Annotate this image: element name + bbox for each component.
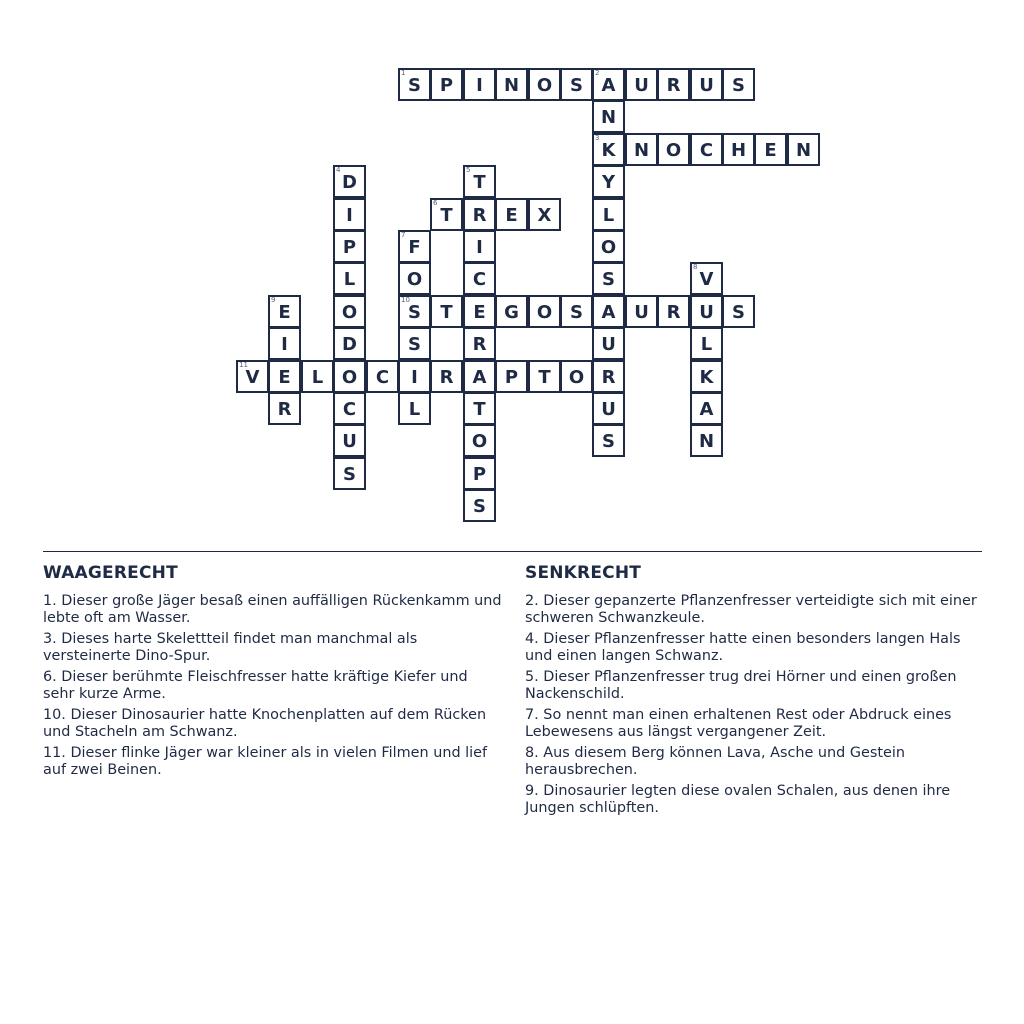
cell-letter: I — [281, 334, 288, 355]
grid-cell[interactable] — [592, 198, 625, 231]
cell-letter: I — [346, 205, 353, 226]
cell-letter: U — [634, 75, 649, 96]
grid-cell[interactable] — [528, 68, 561, 101]
grid-cell[interactable] — [722, 133, 755, 166]
cell-letter: O — [600, 237, 617, 258]
grid-cell[interactable] — [657, 68, 690, 101]
clue-number: 11 — [239, 361, 248, 369]
cell-letter: C — [699, 140, 714, 161]
grid-cell[interactable] — [333, 165, 366, 198]
grid-cell[interactable] — [592, 68, 625, 101]
cell-letter: O — [406, 269, 423, 290]
cell-letter: G — [504, 302, 519, 323]
cell-letter: S — [602, 269, 615, 290]
grid-cell[interactable] — [657, 133, 690, 166]
grid-cell[interactable] — [592, 392, 625, 425]
grid-cell[interactable] — [690, 424, 723, 457]
across-clue: 10. Dieser Dinosaurier hatte Knochenplatten auf dem Rücken und Stacheln am Schwanz. — [43, 707, 487, 740]
grid-cell[interactable] — [268, 327, 301, 360]
grid-cell[interactable] — [301, 360, 334, 393]
cell-letter: E — [278, 367, 291, 388]
cell-letter: V — [245, 367, 260, 388]
cell-letter: S — [408, 302, 421, 323]
cell-letter: N — [795, 140, 812, 161]
cell-letter: U — [699, 75, 714, 96]
grid-cell[interactable] — [592, 295, 625, 328]
across-clue: 6. Dieser berühmte Fleischfresser hatte kräftige Kiefer und sehr kurze Arme. — [43, 669, 468, 702]
grid-cell[interactable] — [463, 68, 496, 101]
grid-cell[interactable] — [333, 295, 366, 328]
cell-letter: R — [472, 334, 487, 355]
cell-letter: Y — [601, 172, 616, 193]
cell-letter: A — [699, 399, 714, 420]
cell-letter: U — [699, 302, 714, 323]
clue-number: 10 — [401, 296, 410, 304]
cell-letter: N — [503, 75, 520, 96]
cell-letter: N — [600, 107, 617, 128]
grid-cell[interactable] — [690, 295, 723, 328]
grid-cell[interactable] — [592, 100, 625, 133]
clue-number: 8 — [693, 263, 698, 271]
across-clue: 1. Dieser große Jäger besaß einen auffälligen Rückenkamm und lebte oft am Wasser. — [43, 593, 502, 626]
grid-cell[interactable] — [463, 360, 496, 393]
grid-cell[interactable] — [592, 424, 625, 457]
grid-cell[interactable] — [690, 327, 723, 360]
grid-cell[interactable] — [657, 295, 690, 328]
grid-cell[interactable] — [560, 68, 593, 101]
grid-cell[interactable] — [333, 230, 366, 263]
down-clue: 5. Dieser Pflanzenfresser trug drei Hörner und einen großen Nackenschild. — [525, 669, 957, 702]
across-clue: 11. Dieser flinke Jäger war kleiner als in vielen Filmen und lief auf zwei Beinen. — [43, 745, 488, 778]
cell-letter: T — [440, 205, 453, 226]
cell-letter: S — [408, 75, 421, 96]
across-heading: WAAGERECHT — [43, 563, 178, 583]
grid-cell[interactable] — [528, 295, 561, 328]
grid-cell[interactable] — [268, 392, 301, 425]
cell-letter: O — [665, 140, 682, 161]
grid-cell[interactable] — [236, 360, 269, 393]
grid-cell[interactable] — [463, 457, 496, 490]
cell-letter: D — [342, 334, 357, 355]
cell-letter: C — [375, 367, 390, 388]
cell-letter: P — [342, 237, 357, 258]
cell-letter: S — [343, 464, 356, 485]
clue-number: 6 — [433, 199, 438, 207]
grid-cell[interactable] — [592, 165, 625, 198]
clue-number: 5 — [466, 166, 471, 174]
divider — [43, 551, 982, 552]
cell-letter: U — [601, 399, 616, 420]
cell-letter: L — [408, 399, 421, 420]
grid-cell[interactable] — [495, 198, 528, 231]
cell-letter: K — [601, 140, 616, 161]
cell-letter: L — [311, 367, 324, 388]
cell-letter: S — [408, 334, 421, 355]
grid-cell[interactable] — [690, 392, 723, 425]
cell-letter: L — [700, 334, 713, 355]
down-clues — [525, 563, 985, 821]
cell-letter: F — [408, 237, 421, 258]
grid-cell[interactable] — [787, 133, 820, 166]
cell-letter: O — [341, 367, 358, 388]
grid-cell[interactable] — [333, 424, 366, 457]
cell-letter: R — [666, 302, 681, 323]
grid-cell[interactable] — [268, 295, 301, 328]
grid-cell[interactable] — [495, 360, 528, 393]
grid-cell[interactable] — [592, 230, 625, 263]
cell-letter: U — [342, 431, 357, 452]
cell-letter: R — [439, 367, 454, 388]
grid-cell[interactable] — [722, 68, 755, 101]
cell-letter: O — [471, 431, 488, 452]
clue-number: 1 — [401, 69, 406, 77]
cell-letter: L — [602, 205, 615, 226]
grid-cell[interactable] — [463, 327, 496, 360]
cell-letter: S — [732, 302, 745, 323]
grid-cell[interactable] — [560, 360, 593, 393]
down-clue: 4. Dieser Pflanzenfresser hatte einen besonders langen Hals und einen langen Schwanz. — [525, 631, 961, 664]
cell-letter: L — [343, 269, 356, 290]
cell-letter: C — [472, 269, 487, 290]
cell-letter: I — [476, 237, 483, 258]
cell-letter: V — [699, 269, 714, 290]
cell-letter: T — [473, 399, 486, 420]
grid-cell[interactable] — [398, 295, 431, 328]
cell-letter: O — [568, 367, 585, 388]
down-heading: SENKRECHT — [525, 563, 642, 583]
grid-cell[interactable] — [463, 295, 496, 328]
grid-cell[interactable] — [463, 489, 496, 522]
grid-cell[interactable] — [560, 295, 593, 328]
cell-letter: D — [342, 172, 357, 193]
across-clues — [43, 563, 503, 783]
grid-cell[interactable] — [333, 360, 366, 393]
cell-letter: U — [601, 334, 616, 355]
cell-letter: S — [602, 431, 615, 452]
down-clue: 7. So nennt man einen erhaltenen Rest oder Abdruck eines Lebewesens aus längst vergangener Zeit. — [525, 707, 952, 740]
grid-cell[interactable] — [430, 68, 463, 101]
grid-cell[interactable] — [463, 262, 496, 295]
clue-number: 2 — [595, 69, 600, 77]
grid-cell[interactable] — [430, 360, 463, 393]
cell-letter: R — [666, 75, 681, 96]
grid-cell[interactable] — [625, 133, 658, 166]
grid-cell[interactable] — [690, 360, 723, 393]
grid-cell[interactable] — [625, 68, 658, 101]
grid-cell[interactable] — [463, 392, 496, 425]
cell-letter: P — [439, 75, 454, 96]
cell-letter: O — [536, 75, 553, 96]
cell-letter: S — [570, 75, 583, 96]
grid-cell[interactable] — [398, 262, 431, 295]
grid-cell[interactable] — [398, 327, 431, 360]
grid-cell[interactable] — [592, 262, 625, 295]
cell-letter: E — [505, 205, 518, 226]
cell-letter: T — [473, 172, 486, 193]
cell-letter: R — [277, 399, 292, 420]
grid-cell[interactable] — [528, 360, 561, 393]
cell-letter: I — [476, 75, 483, 96]
cell-letter: E — [764, 140, 777, 161]
grid-cell[interactable] — [333, 457, 366, 490]
grid-cell[interactable] — [398, 230, 431, 263]
grid-cell[interactable] — [333, 392, 366, 425]
clue-number: 9 — [271, 296, 276, 304]
cell-letter: S — [732, 75, 745, 96]
grid-cell[interactable] — [754, 133, 787, 166]
cell-letter: O — [341, 302, 358, 323]
grid-cell[interactable] — [398, 392, 431, 425]
grid-cell[interactable] — [722, 295, 755, 328]
clue-number: 7 — [401, 231, 406, 239]
cell-letter: T — [538, 367, 551, 388]
across-clue: 3. Dieses harte Skelettteil findet man manchmal als versteinerte Dino-Spur. — [43, 631, 418, 664]
clue-number: 3 — [595, 134, 600, 142]
cell-letter: A — [601, 75, 616, 96]
down-clue: 2. Dieser gepanzerte Pflanzenfresser verteidigte sich mit einer schweren Schwanzkeule. — [525, 593, 977, 626]
grid-cell[interactable] — [430, 198, 463, 231]
grid-cell[interactable] — [430, 295, 463, 328]
grid-cell[interactable] — [690, 133, 723, 166]
cell-letter: S — [570, 302, 583, 323]
cell-letter: N — [698, 431, 715, 452]
down-clue: 9. Dinosaurier legten diese ovalen Schalen, aus denen ihre Jungen schlüpften. — [525, 783, 951, 816]
cell-letter: S — [473, 496, 486, 517]
cell-letter: X — [537, 205, 552, 226]
grid-cell[interactable] — [592, 327, 625, 360]
cell-letter: E — [278, 302, 291, 323]
cell-letter: A — [601, 302, 616, 323]
grid-cell[interactable] — [463, 230, 496, 263]
grid-cell[interactable] — [268, 360, 301, 393]
grid-cell[interactable] — [690, 68, 723, 101]
cell-letter: P — [472, 464, 487, 485]
clue-number: 4 — [336, 166, 341, 174]
grid-cell[interactable] — [495, 295, 528, 328]
grid-cell[interactable] — [398, 360, 431, 393]
grid-cell[interactable] — [463, 424, 496, 457]
grid-cell[interactable] — [625, 295, 658, 328]
cell-letter: I — [411, 367, 418, 388]
down-clue: 8. Aus diesem Berg können Lava, Asche und Gestein herausbrechen. — [525, 745, 905, 778]
cell-letter: U — [634, 302, 649, 323]
grid-cell[interactable] — [592, 360, 625, 393]
cell-letter: H — [730, 140, 747, 161]
grid-cell[interactable] — [366, 360, 399, 393]
grid-cell[interactable] — [463, 198, 496, 231]
grid-cell[interactable] — [333, 262, 366, 295]
grid-cell[interactable] — [592, 133, 625, 166]
cell-letter: T — [440, 302, 453, 323]
cell-letter: A — [472, 367, 487, 388]
cell-letter: N — [633, 140, 650, 161]
cell-letter: O — [536, 302, 553, 323]
cell-letter: C — [342, 399, 357, 420]
cell-letter: P — [504, 367, 519, 388]
cell-letter: E — [473, 302, 486, 323]
grid-cell[interactable] — [690, 262, 723, 295]
grid-cell[interactable] — [333, 327, 366, 360]
grid-cell[interactable] — [463, 165, 496, 198]
cell-letter: R — [472, 205, 487, 226]
grid-cell[interactable] — [528, 198, 561, 231]
cell-letter: R — [601, 367, 616, 388]
grid-cell[interactable] — [333, 198, 366, 231]
grid-cell[interactable] — [495, 68, 528, 101]
cell-letter: K — [699, 367, 714, 388]
grid-cell[interactable] — [398, 68, 431, 101]
